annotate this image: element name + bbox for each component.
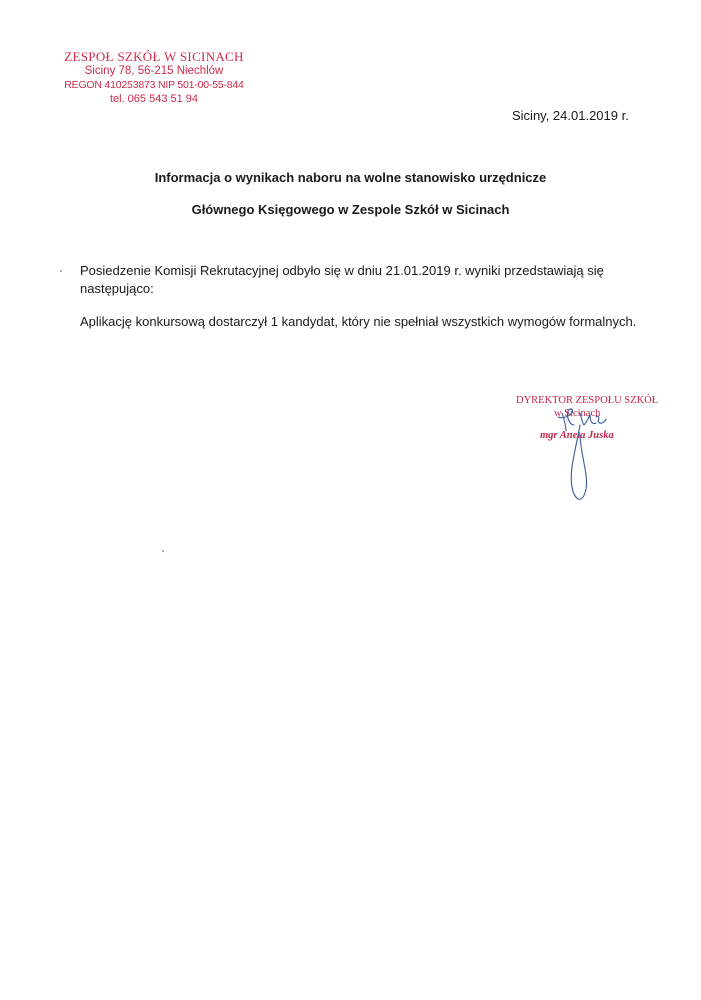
stamp-phone: tel. 065 543 51 94	[109, 93, 199, 105]
signature-name: mgr Aneta Juska	[540, 430, 614, 441]
stamp-regon-nip: REGON 410253873 NIP 501-00-55-844	[64, 79, 244, 91]
document-subtitle: Głównego Księgowego w Zespole Szkół w Sicinach	[191, 202, 510, 217]
document-title: Informacja o wynikach naboru na wolne stanowisko urzędnicze	[154, 170, 547, 185]
stamp-address: Siciny 78, 56-215 Niechlów	[84, 65, 224, 77]
scan-speck	[60, 270, 62, 272]
stamp-school-name: ZESPOŁ SZKÓŁ W SICINACH	[64, 49, 244, 64]
handwritten-signature	[500, 395, 670, 515]
signature-place: w Sicinach	[554, 408, 601, 419]
paragraph-result: Aplikację konkursową dostarczył 1 kandydat, który nie spełniał wszystkich wymogów formalnych.	[80, 314, 637, 329]
document-date: Siciny, 24.01.2019 r.	[512, 108, 629, 123]
paragraph-commission: Posiedzenie Komisji Rekrutacyjnej odbyło się w dniu 21.01.2019 r. wyniki przedstawiają się następująco:	[80, 263, 604, 296]
scan-speck	[162, 550, 164, 552]
signature-role: DYREKTOR ZESPOŁU SZKÓŁ	[516, 395, 659, 406]
school-stamp	[54, 50, 254, 106]
